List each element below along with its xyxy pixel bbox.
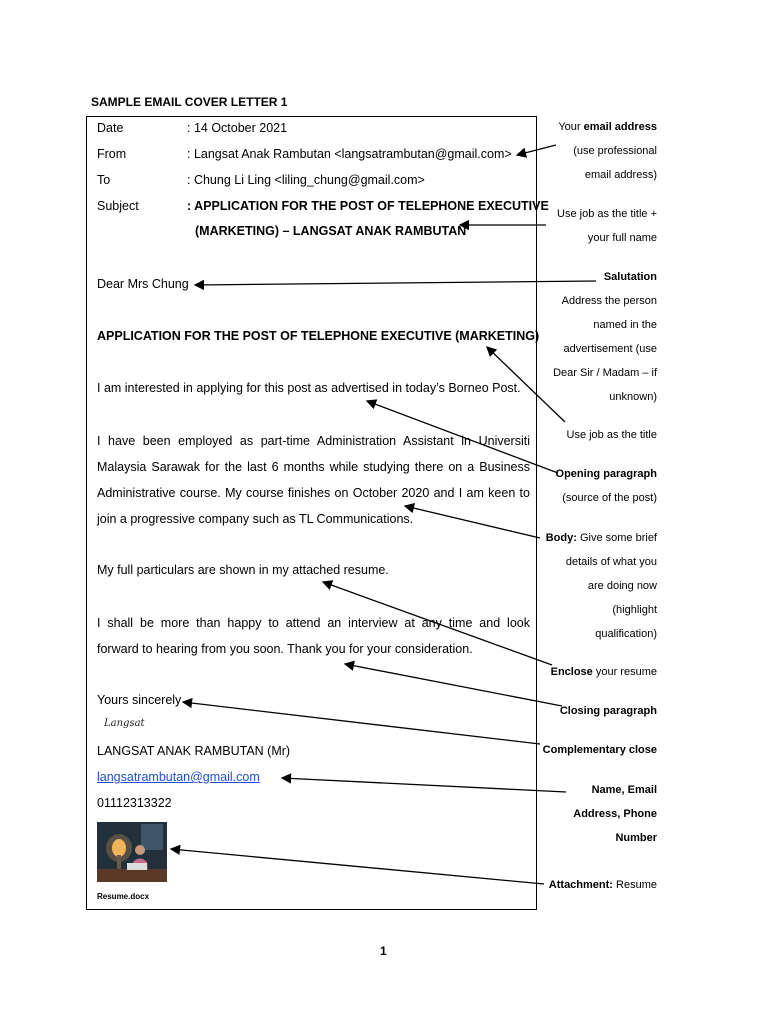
subject-line-2: (MARKETING) – LANGSAT ANAK RAMBUTAN	[195, 224, 467, 238]
arrow-enclose	[323, 582, 552, 665]
subject-label: Subject	[97, 199, 139, 213]
opening-paragraph: I am interested in applying for this post as advertised in today’s Borneo Post.	[97, 381, 521, 395]
body-line: Administrative course. My course finishes on October 2020 and I am keen to	[97, 486, 530, 500]
arrow-complementary	[183, 702, 540, 744]
to-value: : Chung Li Ling <liling_chung@gmail.com>	[187, 173, 425, 187]
date-value: : 14 October 2021	[187, 121, 288, 135]
annotation-complementary: Complementary close	[542, 744, 657, 756]
annotation-attachment: Attachment: Resume	[548, 879, 657, 891]
annotation-opening: Opening paragraph (source of the post)	[555, 468, 657, 504]
annotation-email-address: Your email address (use professional email address)	[558, 121, 657, 181]
to-label: To	[97, 173, 111, 187]
arrow-closing	[345, 664, 562, 706]
arrow-name-block	[282, 778, 566, 792]
body-line: Malaysia Sarawak for the last 6 months while studying there on a Business	[97, 460, 530, 474]
from-value: : Langsat Anak Rambutan <langsatrambutan@gmail.com>	[187, 147, 512, 161]
arrow-body	[405, 506, 540, 538]
enclose-paragraph: My full particulars are shown in my attached resume.	[97, 563, 389, 577]
closing-line: I shall be more than happy to attend an interview at any time and look	[97, 616, 530, 630]
sender-name: LANGSAT ANAK RAMBUTAN (Mr)	[97, 744, 291, 758]
annotation-salutation: Salutation Address the person named in the advertisement (use Dear Sir / Madam – if unknown)	[553, 271, 657, 403]
from-label: From	[97, 147, 127, 161]
signature: Langsat	[104, 718, 145, 729]
salutation: Dear Mrs Chung	[97, 277, 189, 291]
sender-phone: 01112313322	[97, 796, 172, 810]
arrow-salutation	[195, 281, 596, 285]
arrow-attachment	[171, 849, 544, 884]
arrow-opening	[367, 401, 558, 473]
annotation-name-block: Name, Email Address, Phone Number	[573, 784, 657, 844]
annotation-job-title: Use job as the title	[566, 429, 657, 441]
arrow-job-title	[487, 347, 565, 422]
page-number: 1	[380, 944, 387, 958]
letter-heading: APPLICATION FOR THE POST OF TELEPHONE EXECUTIVE (MARKETING)	[97, 329, 540, 343]
document-title: SAMPLE EMAIL COVER LETTER 1	[91, 95, 288, 109]
attachment-filename: Resume.docx	[97, 892, 150, 901]
annotation-title: Use job as the title + your full name	[557, 208, 657, 244]
date-label: Date	[97, 121, 124, 135]
annotation-enclose: Enclose your resume	[550, 666, 657, 678]
annotation-closing: Closing paragraph	[559, 705, 657, 717]
annotation-body: Body: Give some brief details of what you are doing now (highlight qualification)	[545, 532, 657, 640]
sender-email-link[interactable]: langsatrambutan@gmail.com	[97, 770, 260, 784]
body-line: join a progressive company such as TL Communications.	[97, 512, 414, 526]
body-line: I have been employed as part-time Administration Assistant in Universiti	[97, 434, 530, 448]
complimentary-close: Yours sincerely	[97, 693, 182, 707]
subject-line-1: : APPLICATION FOR THE POST OF TELEPHONE EXECUTIVE	[187, 199, 549, 213]
arrow-email-address	[517, 145, 556, 155]
closing-line: forward to hearing from you soon. Thank you for your consideration.	[97, 642, 473, 656]
